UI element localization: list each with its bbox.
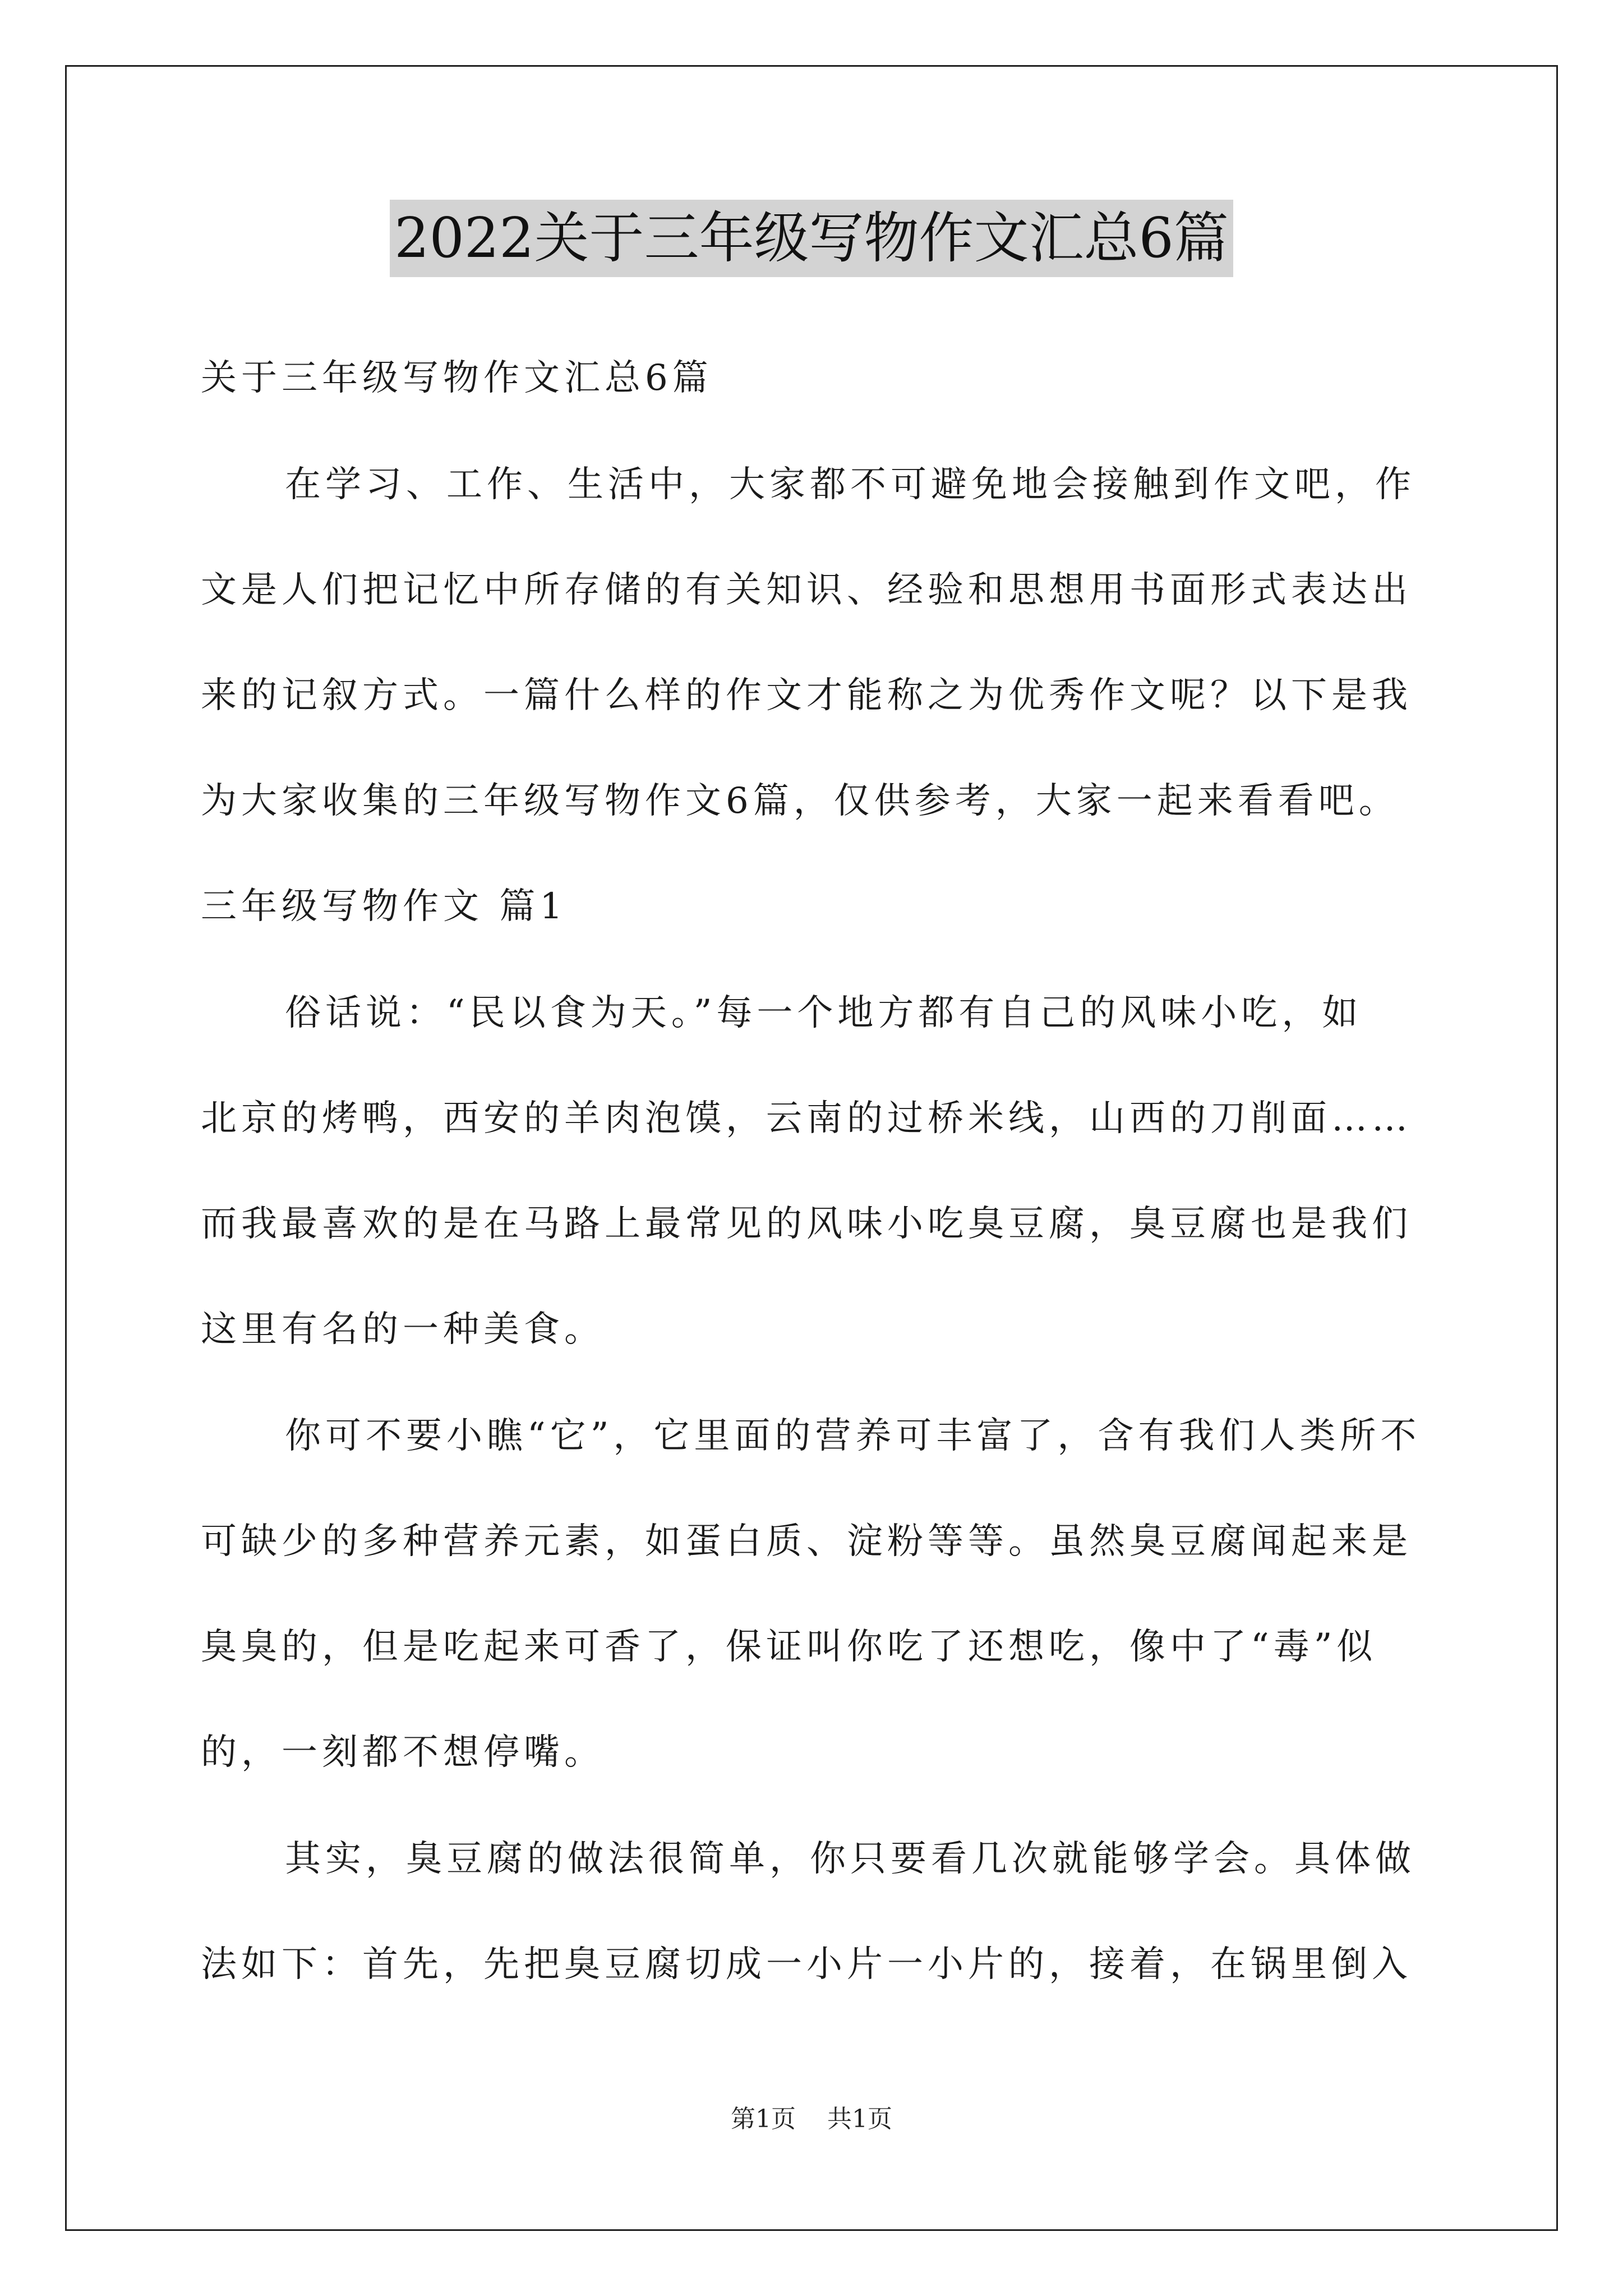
paragraph1-line: 俗话说：“民以食为天。”每一个地方都有自己的风味小吃，如 <box>285 992 1363 1034</box>
paragraph2-line: 臭臭的，但是吃起来可香了，保证叫你吃了还想吃，像中了“毒”似 <box>201 1626 1377 1668</box>
paragraph1-line: 这里有名的一种美食。 <box>201 1309 605 1350</box>
document-title: 2022关于三年级写物作文汇总6篇 <box>390 200 1233 277</box>
intro-line: 为大家收集的三年级写物作文6篇，仅供参考，大家一起来看看吧。 <box>201 780 1399 822</box>
intro-line: 来的记叙方式。一篇什么样的作文才能称之为优秀作文呢？以下是我 <box>201 675 1412 716</box>
paragraph1-line: 而我最喜欢的是在马路上最常见的风味小吃臭豆腐，臭豆腐也是我们 <box>201 1203 1412 1245</box>
paragraph2-line: 可缺少的多种营养元素，如蛋白质、淀粉等等。虽然臭豆腐闻起来是 <box>201 1521 1412 1562</box>
paragraph2-line: 你可不要小瞧“它”，它里面的营养可丰富了，含有我们人类所不 <box>285 1415 1421 1457</box>
paragraph3-line: 法如下：首先，先把臭豆腐切成一小片一小片的，接着，在锅里倒入 <box>201 1944 1412 1985</box>
intro-line: 在学习、工作、生活中，大家都不可避免地会接触到作文吧，作 <box>285 464 1415 505</box>
document-subtitle: 关于三年级写物作文汇总6篇 <box>201 357 713 399</box>
page-number-total: 共1页 <box>827 2105 892 2133</box>
section-heading: 三年级写物作文 篇1 <box>201 886 568 927</box>
paragraph2-line: 的，一刻都不想停嘴。 <box>201 1732 605 1773</box>
paragraph1-line: 北京的烤鸭，西安的羊肉泡馍，云南的过桥米线，山西的刀削面…… <box>201 1098 1412 1139</box>
page-footer <box>0 2102 1623 2136</box>
title-container <box>0 200 1623 277</box>
page-number-current: 第1页 <box>731 2105 796 2133</box>
paragraph3-line: 其实，臭豆腐的做法很简单，你只要看几次就能够学会。具体做 <box>285 1838 1415 1880</box>
intro-line: 文是人们把记忆中所存储的有关知识、经验和思想用书面形式表达出 <box>201 569 1412 611</box>
